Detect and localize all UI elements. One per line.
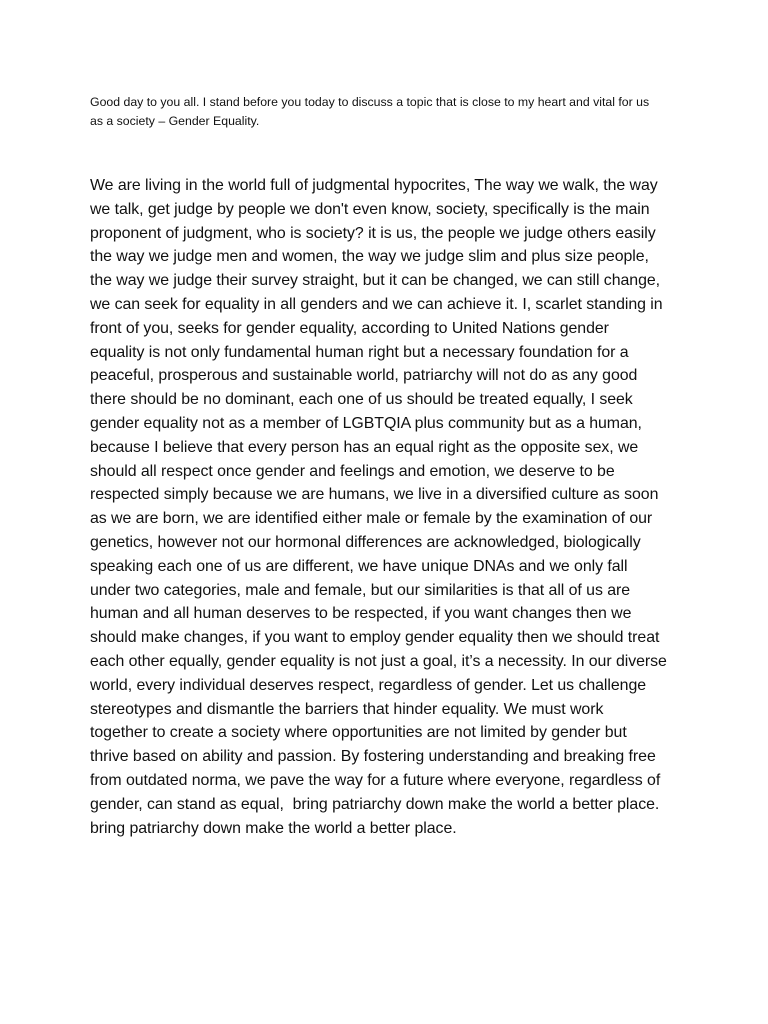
speech-line: under two categories, male and female, but our similarities is that all of us are xyxy=(90,581,631,599)
speech-line: gender, can stand as equal, bring patriarchy down make the world a better place. xyxy=(90,795,660,813)
speech-line: because I believe that every person has an equal right as the opposite sex, we xyxy=(90,438,639,456)
intro-line: Good day to you all. I stand before you today to discuss a topic that is close to my heart and vital for us xyxy=(90,95,650,109)
speech-line: speaking each one of us are different, we have unique DNAs and we only fall xyxy=(90,557,628,575)
speech-line: we can seek for equality in all genders and we can achieve it. I, scarlet standing in xyxy=(90,295,663,313)
speech-line: world, every individual deserves respect, regardless of gender. Let us challenge xyxy=(90,676,647,694)
speech-line: should all respect once gender and feelings and emotion, we deserve to be xyxy=(90,462,615,480)
intro-paragraph xyxy=(90,93,690,130)
speech-line: front of you, seeks for gender equality, according to United Nations gender xyxy=(90,319,609,337)
speech-line: respected simply because we are humans, we live in a diversified culture as soon xyxy=(90,486,659,504)
speech-line: thrive based on ability and passion. By fostering understanding and breaking free xyxy=(90,748,656,766)
speech-line: the way we judge men and women, the way we judge slim and plus size people, xyxy=(90,248,649,266)
speech-line: equality is not only fundamental human right but a necessary foundation for a xyxy=(90,343,629,361)
speech-line: together to create a society where opportunities are not limited by gender but xyxy=(90,724,627,742)
speech-line: should make changes, if you want to employ gender equality then we should treat xyxy=(90,629,660,647)
speech-line: peaceful, prosperous and sustainable world, patriarchy will not do as any good xyxy=(90,367,638,385)
speech-line: the way we judge their survey straight, but it can be changed, we can still change, xyxy=(90,272,661,290)
speech-line: as we are born, we are identified either male or female by the examination of our xyxy=(90,510,653,528)
speech-line: there should be no dominant, each one of us should be treated equally, I seek xyxy=(90,391,633,409)
speech-line: bring patriarchy down make the world a better place. xyxy=(90,819,457,837)
speech-line: each other equally, gender equality is not just a goal, it’s a necessity. In our diverse xyxy=(90,652,667,670)
speech-line: from outdated norma, we pave the way for a future where everyone, regardless of xyxy=(90,771,661,789)
speech-line: genetics, however not our hormonal differences are acknowledged, biologically xyxy=(90,533,641,551)
speech-line: proponent of judgment, who is society? it is us, the people we judge others easily xyxy=(90,224,656,242)
speech-line: stereotypes and dismantle the barriers that hinder equality. We must work xyxy=(90,700,604,718)
intro-line: as a society – Gender Equality. xyxy=(90,113,260,128)
speech-line: human and all human deserves to be respected, if you want changes then we xyxy=(90,605,632,623)
speech-line: gender equality not as a member of LGBTQIA plus community but as a human, xyxy=(90,414,642,432)
speech-paragraph xyxy=(90,174,698,840)
speech-line: we talk, get judge by people we don't even know, society, specifically is the main xyxy=(90,200,650,218)
speech-line: We are living in the world full of judgmental hypocrites, The way we walk, the way xyxy=(90,177,658,194)
